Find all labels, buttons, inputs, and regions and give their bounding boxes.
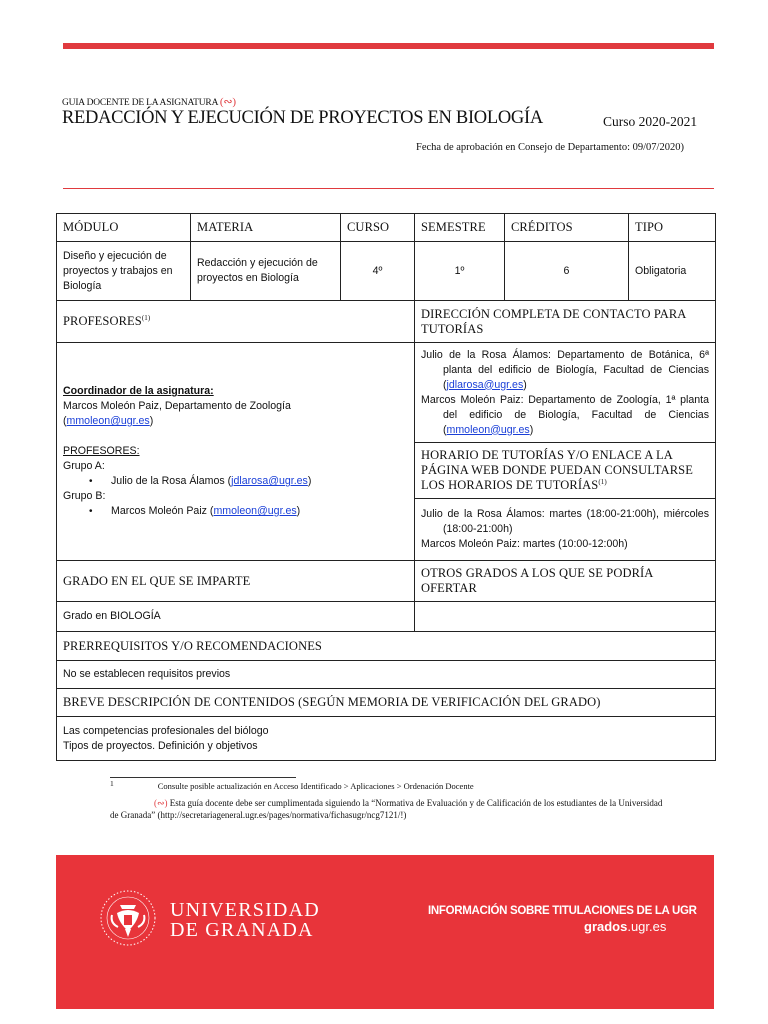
page-title: REDACCIÓN Y EJECUCIÓN DE PROYECTOS EN BIOLOGÍA xyxy=(62,108,543,128)
profesores-heading: PROFESORES$^{(1)}$ xyxy=(57,301,415,343)
header-modulo: MÓDULO xyxy=(57,214,191,242)
horario-julio: Julio de la Rosa Álamos: martes (18:00-21:00h), miércoles (18:00-21:00h) xyxy=(421,508,709,535)
cell-semestre: 1º xyxy=(415,242,505,301)
table-row xyxy=(57,343,716,443)
cell-creditos: 6 xyxy=(505,242,629,301)
approval-date: Fecha de aprobación en Consejo de Departamento: 09/07/2020) xyxy=(416,142,684,153)
horario-cell xyxy=(415,499,716,561)
horario-heading: HORARIO DE TUTORÍAS Y/O ENLACE A LA PÁGINA WEB DONDE PUEDAN CONSULTARSE LOS HORARIOS DE TUTORÍAS$^{(1)}$ xyxy=(415,443,716,499)
header-tipo: TIPO xyxy=(629,214,716,242)
breve-line-1: Las competencias profesionales del biólogo xyxy=(63,724,269,737)
university-name-line-2: DE GRANADA xyxy=(170,919,314,941)
group-b-label: Grupo B: xyxy=(63,490,106,502)
list-item: • Marcos Moleón Paiz (mmoleon@ugr.es) xyxy=(63,504,408,519)
contact-marcos: Marcos Moleón Paiz: Departamento de Zoología, 1ª planta del edificio de Biología, Facultad de Ciencias xyxy=(421,393,709,421)
footnote-1: 1 Consulte posible actualización en Acceso Identificado > Aplicaciones > Ordenación Docente xyxy=(110,779,474,791)
breve-descripcion-cell xyxy=(57,717,716,761)
table-row xyxy=(57,242,716,301)
direccion-heading: DIRECCIÓN COMPLETA DE CONTACTO PARA TUTORÍAS xyxy=(415,301,716,343)
group-b-email-link[interactable]: mmoleon@ugr.es xyxy=(213,505,297,517)
guide-label: GUIA DOCENTE DE LA ASIGNATURA (∾) xyxy=(62,96,236,108)
prerrequisitos-heading: PRERREQUISITOS Y/O RECOMENDACIONES xyxy=(57,632,716,661)
coordinator-email-link[interactable]: mmoleon@ugr.es xyxy=(66,415,150,427)
table-row xyxy=(57,602,716,632)
contact-julio: Julio de la Rosa Álamos: Departamento de Botánica, 6ª planta del edificio de Biología, Facultad de Ciencias xyxy=(421,348,709,376)
list-item: • Julio de la Rosa Álamos (jdlarosa@ugr.es) xyxy=(63,474,408,489)
table-row xyxy=(57,717,716,761)
table-row xyxy=(57,561,716,602)
header-creditos: CRÉDITOS xyxy=(505,214,629,242)
table-row xyxy=(57,632,716,661)
ugr-seal-icon xyxy=(98,885,158,951)
prerrequisitos-value: No se establecen requisitos previos xyxy=(57,661,716,689)
profesores-cell: Coordinador de la asignatura: Marcos Moleón Paiz, Departamento de Zoología (mmoleon@ugr.es) PROFESORES: Grupo A: • Julio de la Rosa Álamos (jdlarosa@ugr.es) Grupo B: • Marcos Moleón Paiz (mmoleon@ugr.es) xyxy=(57,343,415,561)
otros-grados-heading: OTROS GRADOS A LOS QUE SE PODRÍA OFERTAR xyxy=(415,561,716,602)
cell-tipo: Obligatoria xyxy=(629,242,716,301)
contact-marcos-email-link[interactable]: mmoleon@ugr.es xyxy=(446,423,530,436)
university-footer xyxy=(56,855,714,1009)
group-a-email-link[interactable]: jdlarosa@ugr.es xyxy=(231,475,308,487)
header-semestre: SEMESTRE xyxy=(415,214,505,242)
header-divider xyxy=(63,188,714,189)
contacts-cell: Julio de la Rosa Álamos: Departamento de Botánica, 6ª planta del edificio de Biología, Facultad de Ciencias (jdlarosa@ugr.es) Marcos Moleón Paiz: Departamento de Zoología, 1ª planta del edificio de Biología, Facultad de Ciencias (mmoleon@ugr.es) xyxy=(415,343,716,443)
top-accent-bar xyxy=(63,43,714,49)
footnote-divider xyxy=(110,777,296,778)
header-curso: CURSO xyxy=(341,214,415,242)
guide-mark: (∾) xyxy=(219,96,236,108)
table-row xyxy=(57,301,716,343)
titulaciones-info: INFORMACIÓN SOBRE TITULACIONES DE LA UGR xyxy=(428,905,697,917)
university-name-line-1: UNIVERSIDAD xyxy=(170,899,320,921)
grado-value: Grado en BIOLOGÍA xyxy=(57,602,415,632)
coordinator-label: Coordinador de la asignatura: xyxy=(63,385,214,397)
breve-line-2: Tipos de proyectos. Definición y objetivos xyxy=(63,739,258,752)
cell-materia: Redacción y ejecución de proyectos en Biología xyxy=(191,242,341,301)
horario-marcos: Marcos Moleón Paiz: martes (10:00-12:00h) xyxy=(421,538,628,550)
table-header-row xyxy=(57,214,716,242)
footnote-2: (∾) Esta guía docente debe ser cumplimentada siguiendo la “Normativa de Evaluación y de Calificación de los estudiantes de la Universidad de Granada” (http://secretariageneral.ugr.es/pages/normativa/fichasugr/ncg7121/!) xyxy=(110,798,663,820)
grados-link[interactable]: grados.ugr.es xyxy=(584,919,667,934)
group-a-label: Grupo A: xyxy=(63,460,105,472)
table-row xyxy=(57,661,716,689)
coordinator-name: Marcos Moleón Paiz, Departamento de Zoología xyxy=(63,400,291,412)
profesores-list-label: PROFESORES: xyxy=(63,445,140,457)
otros-grados-value xyxy=(415,602,716,632)
table-row xyxy=(57,689,716,717)
cell-modulo: Diseño y ejecución de proyectos y trabajos en Biología xyxy=(57,242,191,301)
breve-descripcion-heading: BREVE DESCRIPCIÓN DE CONTENIDOS (SEGÚN MEMORIA DE VERIFICACIÓN DEL GRADO) xyxy=(57,689,716,717)
grado-heading: GRADO EN EL QUE SE IMPARTE xyxy=(57,561,415,602)
cell-curso: 4º xyxy=(341,242,415,301)
contact-julio-email-link[interactable]: jdlarosa@ugr.es xyxy=(446,378,524,391)
course-info-table xyxy=(56,213,716,761)
course-year: Curso 2020-2021 xyxy=(603,114,698,129)
header-materia: MATERIA xyxy=(191,214,341,242)
